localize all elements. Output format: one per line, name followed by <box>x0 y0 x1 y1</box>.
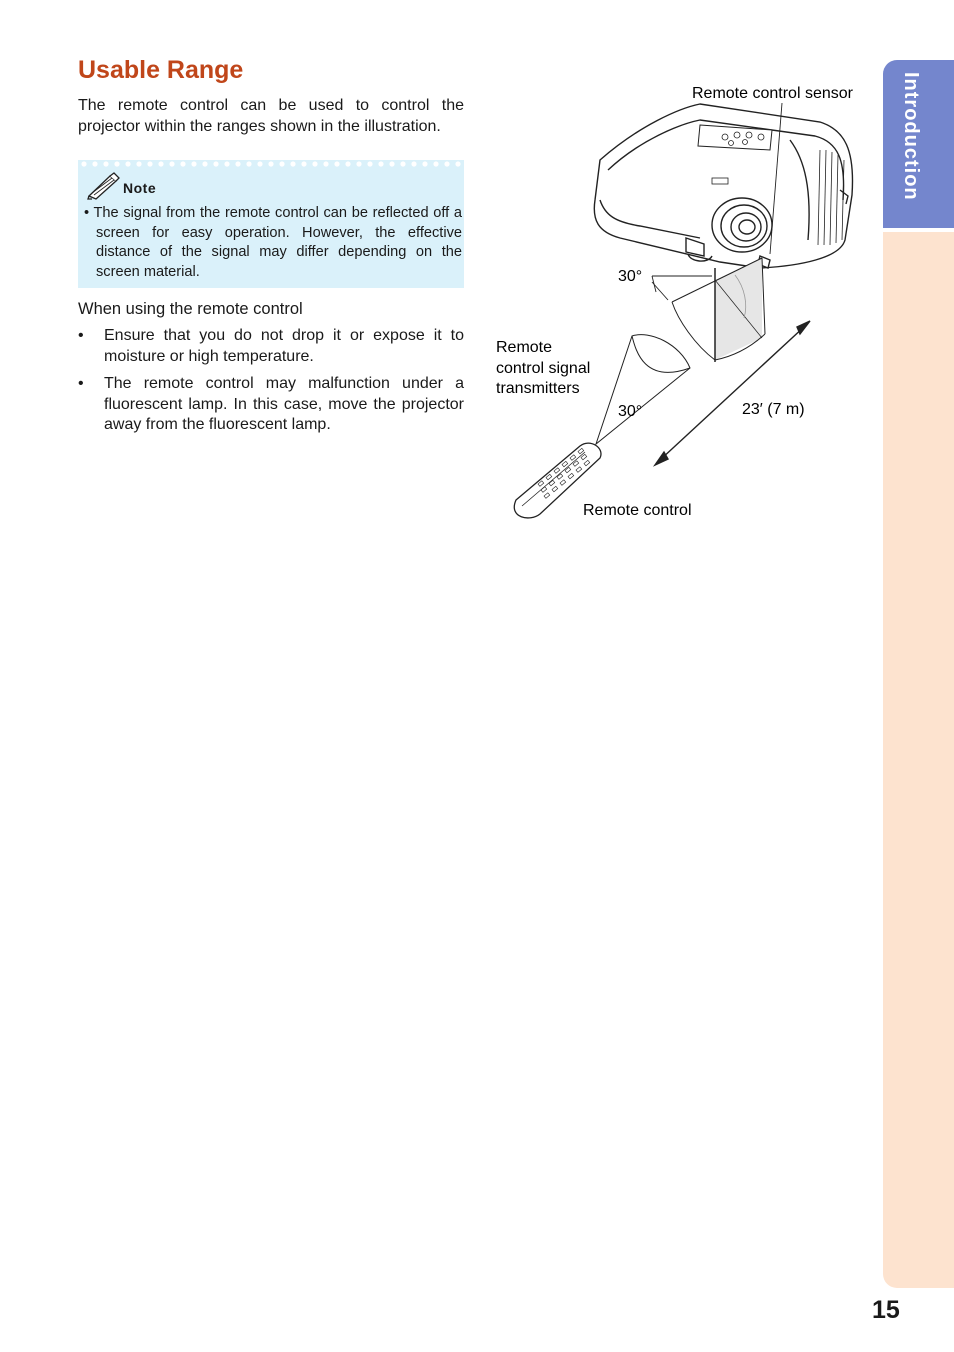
sensor-reception-cone <box>672 258 765 362</box>
border-dot <box>103 161 108 166</box>
distance-label: 23′ (7 m) <box>742 401 805 418</box>
border-dot <box>378 161 383 166</box>
border-dot <box>169 161 174 166</box>
border-dot <box>235 161 240 166</box>
remote-emission-cone <box>596 335 690 444</box>
border-dot <box>356 161 361 166</box>
border-dot <box>455 161 460 166</box>
note-dotted-border <box>78 160 464 172</box>
usable-range-illustration <box>480 70 880 540</box>
border-dot <box>136 161 141 166</box>
border-dot <box>147 161 152 166</box>
side-tab <box>883 60 954 228</box>
list-item <box>78 374 464 436</box>
border-dot <box>444 161 449 166</box>
subheading: When using the remote control <box>78 300 303 318</box>
border-dot <box>268 161 273 166</box>
page-number: 15 <box>872 1296 900 1324</box>
border-dot <box>180 161 185 166</box>
projector-illustration <box>594 104 852 268</box>
projector-lens <box>712 198 772 252</box>
border-dot <box>114 161 119 166</box>
border-dot <box>334 161 339 166</box>
sensor-label: Remote control sensor <box>692 85 853 102</box>
bullet-dot: • <box>78 375 84 392</box>
note-label: Note <box>123 180 157 196</box>
bullet-text: Ensure that you do not drop it or expose it to moisture or high temperature. <box>104 327 464 365</box>
border-dot <box>224 161 229 166</box>
angle-label-bottom: 30° <box>618 403 643 420</box>
border-dot <box>400 161 405 166</box>
border-dot <box>279 161 284 166</box>
bullet-text: The remote control may malfunction under a fluorescent lamp. In this case, move the projector away from the fluorescent lamp. <box>104 375 464 433</box>
bullet-dot: • <box>78 327 84 344</box>
border-dot <box>422 161 427 166</box>
border-dot <box>323 161 328 166</box>
border-dot <box>125 161 130 166</box>
note-text: • The signal from the remote control can be reflected off a screen for easy operation. However, the effective distance of the signal may differ depending on the screen material. <box>84 205 462 280</box>
section-title: Usable Range <box>78 56 244 84</box>
side-tab-body <box>883 232 954 1288</box>
border-dot <box>191 161 196 166</box>
border-dot <box>92 161 97 166</box>
border-dot <box>158 161 163 166</box>
border-dot <box>257 161 262 166</box>
list-item <box>78 326 464 367</box>
border-dot <box>312 161 317 166</box>
border-dot <box>367 161 372 166</box>
border-dot <box>301 161 306 166</box>
transmitter-label-line1: Remote <box>496 339 553 356</box>
border-dot <box>213 161 218 166</box>
side-tab-label: Introduction <box>900 72 922 201</box>
bullet-list <box>78 326 464 443</box>
remote-label: Remote control <box>583 502 692 519</box>
pencil-note-icon <box>86 172 122 200</box>
border-dot <box>246 161 251 166</box>
border-dot <box>290 161 295 166</box>
angle-label-top: 30° <box>618 268 643 285</box>
border-dot <box>345 161 350 166</box>
border-dot <box>202 161 207 166</box>
border-dot <box>81 161 86 166</box>
border-dot <box>433 161 438 166</box>
border-dot <box>389 161 394 166</box>
border-dot <box>411 161 416 166</box>
transmitter-label-line2: control signal <box>496 360 591 377</box>
note-box <box>78 160 464 288</box>
transmitter-label-line3: transmitters <box>496 380 580 397</box>
intro-paragraph: The remote control can be used to control the projector within the ranges shown in the illustration. <box>78 97 464 135</box>
